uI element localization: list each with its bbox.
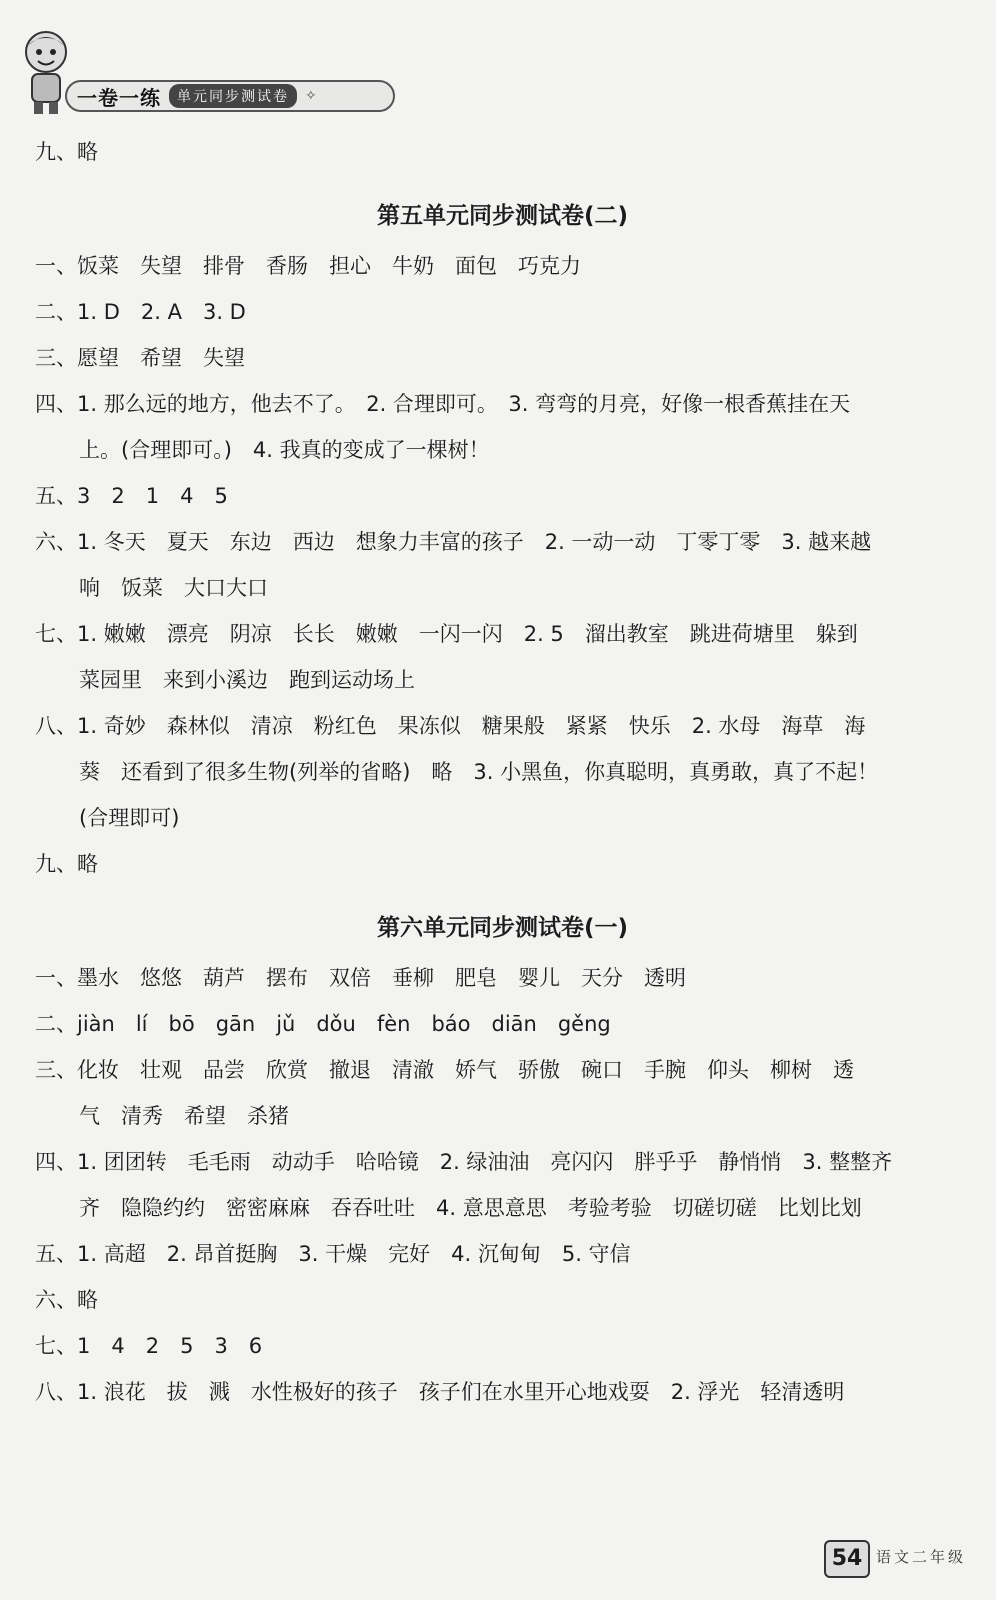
answer-line: 一、饭菜 失望 排骨 香肠 担心 牛奶 面包 巧克力 xyxy=(35,254,581,278)
answer-line: 响 饭菜 大口大口 xyxy=(79,576,268,600)
answer-line: 五、1. 高超 2. 昂首挺胸 3. 干燥 完好 4. 沉甸甸 5. 守信 xyxy=(35,1242,631,1266)
answer-line: 一、墨水 悠悠 葫芦 摆布 双倍 垂柳 肥皂 婴儿 天分 透明 xyxy=(35,966,686,990)
answer-line: 齐 隐隐约约 密密麻麻 吞吞吐吐 4. 意思意思 考验考验 切磋切磋 比划比划 xyxy=(79,1196,862,1220)
answer-line: 菜园里 来到小溪边 跑到运动场上 xyxy=(79,668,415,692)
banner-title: 一卷一练 xyxy=(77,85,161,110)
answer-line: 葵 还看到了很多生物(列举的省略) 略 3. 小黑鱼，你真聪明，真勇敢，真了不起！ xyxy=(79,760,879,784)
section-title: 第五单元同步测试卷(二) xyxy=(376,203,629,229)
answer-line: 二、jiàn lí bō gān jǔ dǒu fèn báo diān gěng xyxy=(35,1012,611,1036)
answer-line: 七、1 4 2 5 3 6 xyxy=(35,1334,263,1358)
answer-line: 九、略 xyxy=(35,852,98,876)
grade-label: 语文二年级 xyxy=(876,1548,967,1566)
answer-line: 气 清秀 希望 杀猪 xyxy=(79,1104,289,1128)
answer-line: 六、1. 冬天 夏天 东边 西边 想象力丰富的孩子 2. 一动一动 丁零丁零 3. 越来越 xyxy=(35,530,872,554)
series-banner xyxy=(65,80,395,112)
answer-line: (合理即可) xyxy=(79,806,180,830)
answer-key-body xyxy=(35,138,970,1424)
answer-line: 四、1. 团团转 毛毛雨 动动手 哈哈镜 2. 绿油油 亮闪闪 胖乎乎 静悄悄 3. 整整齐 xyxy=(35,1150,893,1174)
page-header xyxy=(10,8,400,118)
answer-line: 六、略 xyxy=(35,1288,98,1312)
answer-line: 九、略 xyxy=(35,140,98,164)
answer-line: 二、1. D 2. A 3. D xyxy=(35,300,246,324)
section-title: 第六单元同步测试卷(一) xyxy=(376,915,629,941)
page-footer xyxy=(806,1498,996,1598)
answer-line: 八、1. 奇妙 森林似 清凉 粉红色 果冻似 糖果般 紧紧 快乐 2. 水母 海草 海 xyxy=(35,714,866,738)
answer-line: 三、愿望 希望 失望 xyxy=(35,346,245,370)
answer-line: 七、1. 嫩嫩 漂亮 阴凉 长长 嫩嫩 一闪一闪 2. 5 溜出教室 跳进荷塘里 躲到 xyxy=(35,622,858,646)
answer-line: 五、3 2 1 4 5 xyxy=(35,484,228,508)
answer-line: 上。(合理即可。) 4. 我真的变成了一棵树！ xyxy=(79,438,490,462)
answer-line: 三、化妆 壮观 品尝 欣赏 撤退 清澈 娇气 骄傲 碗口 手腕 仰头 柳树 透 xyxy=(35,1058,854,1082)
banner-subtitle: 单元同步测试卷 xyxy=(169,84,297,108)
sparkle-icon: ✧ xyxy=(305,88,317,104)
answer-line: 八、1. 浪花 拔 溅 水性极好的孩子 孩子们在水里开心地戏耍 2. 浮光 轻清透明 xyxy=(35,1380,845,1404)
answer-line: 四、1. 那么远的地方，他去不了。 2. 合理即可。 3. 弯弯的月亮，好像一根香蕉挂在天 xyxy=(35,392,851,416)
page-number: 54 xyxy=(824,1540,870,1578)
